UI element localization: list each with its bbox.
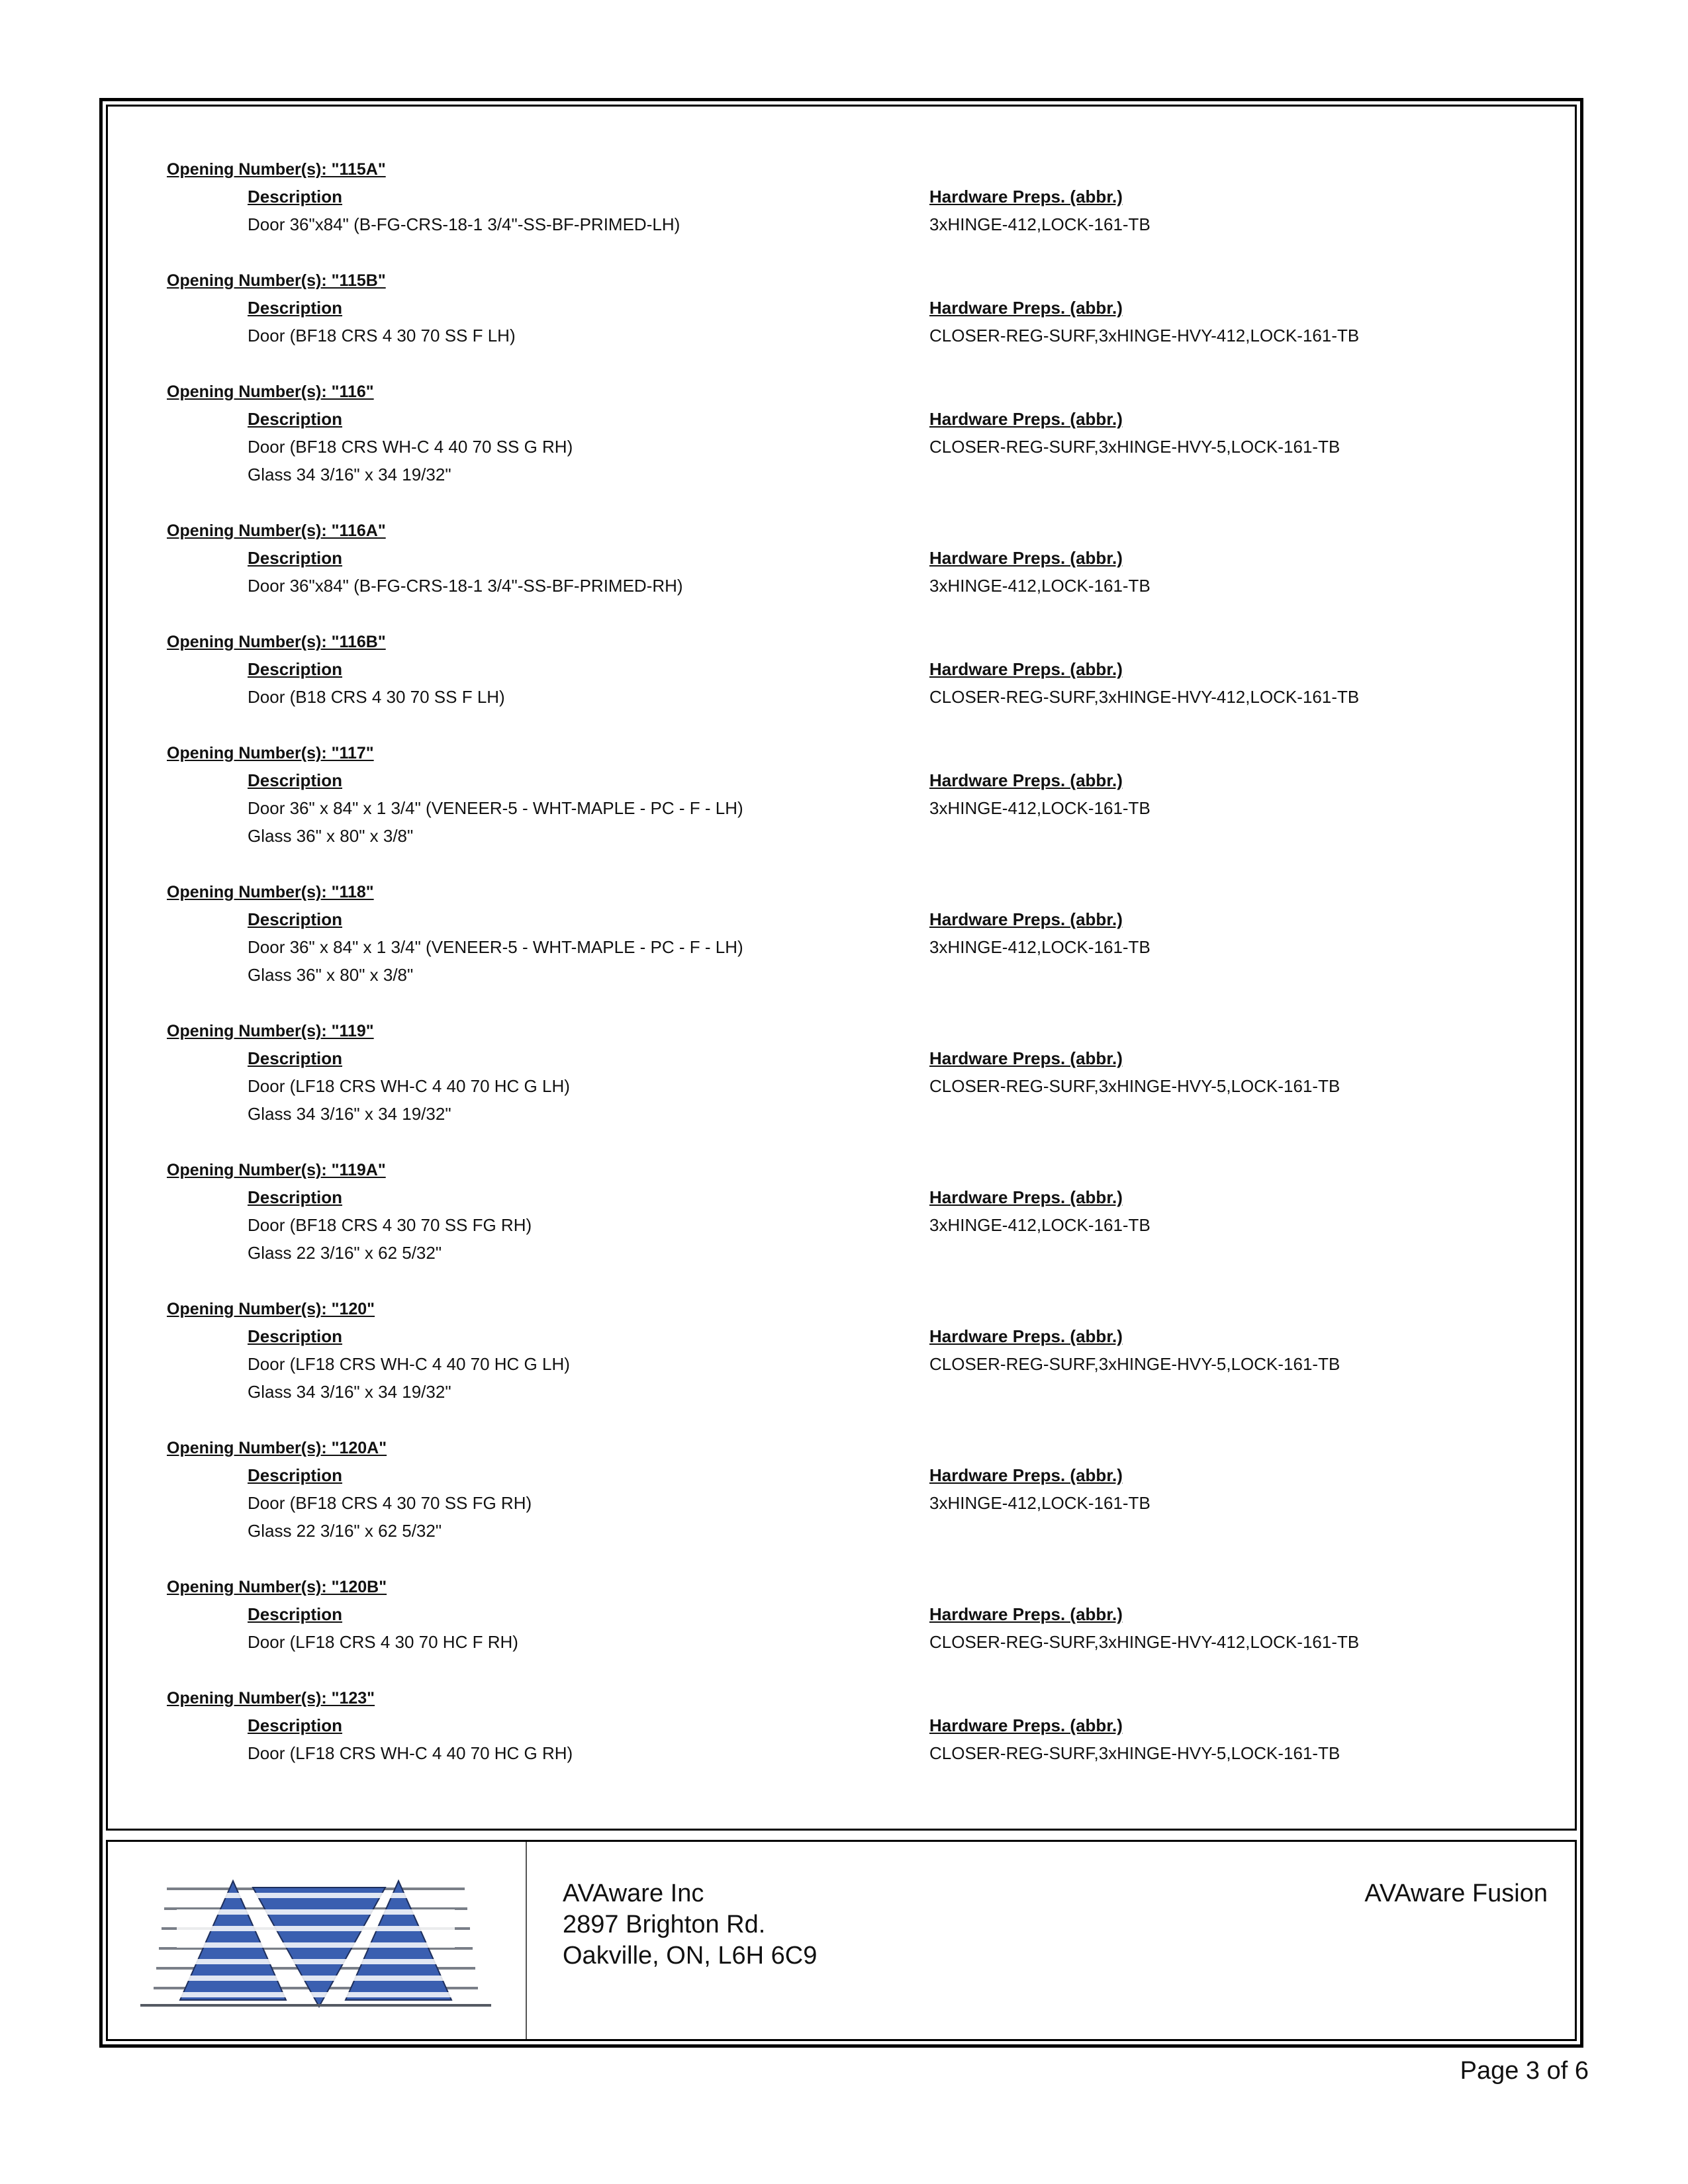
hardware-preps-value: 3xHINGE-412,LOCK-161-TB (929, 576, 1150, 596)
hardware-preps-value: 3xHINGE-412,LOCK-161-TB (929, 937, 1150, 957)
door-description: Door (LF18 CRS WH-C 4 40 70 HC G RH) (248, 1743, 573, 1763)
hardware-preps-heading: Hardware Preps. (abbr.) (929, 298, 1123, 318)
door-description: Door 36"x84" (B-FG-CRS-18-1 3/4"-SS-BF-PRIMED-RH) (248, 576, 683, 596)
company-address (563, 1878, 817, 1972)
description-heading: Description (248, 659, 343, 679)
glass-description: Glass 34 3/16" x 34 19/32" (248, 465, 451, 484)
hardware-preps-heading: Hardware Preps. (abbr.) (929, 770, 1123, 790)
opening-entry (167, 377, 1557, 516)
opening-entry (167, 1295, 1557, 1433)
entry-line (167, 1572, 1557, 1600)
hardware-preps-value: 3xHINGE-412,LOCK-161-TB (929, 798, 1150, 818)
description-heading: Description (248, 1465, 343, 1485)
hardware-preps-heading: Hardware Preps. (abbr.) (929, 659, 1123, 679)
hardware-preps-heading: Hardware Preps. (abbr.) (929, 548, 1123, 568)
entry-line (167, 1100, 1557, 1128)
entry-line (167, 878, 1557, 905)
hardware-preps-heading: Hardware Preps. (abbr.) (929, 409, 1123, 429)
entry-line (167, 294, 1557, 322)
description-heading: Description (248, 1715, 343, 1735)
entry-line (167, 1600, 1557, 1628)
entry-line (167, 1239, 1557, 1267)
company-street: 2897 Brighton Rd. (563, 1911, 766, 1938)
hardware-preps-value: CLOSER-REG-SURF,3xHINGE-HVY-412,LOCK-161-TB (929, 1632, 1360, 1652)
opening-number-heading: Opening Number(s): "119A" (167, 1161, 386, 1179)
opening-entry (167, 1572, 1557, 1684)
description-heading: Description (248, 409, 343, 429)
hardware-preps-heading: Hardware Preps. (abbr.) (929, 1326, 1123, 1346)
opening-number-heading: Opening Number(s): "116" (167, 383, 374, 401)
entry-line (167, 1017, 1557, 1044)
hardware-preps-heading: Hardware Preps. (abbr.) (929, 1604, 1123, 1624)
entry-line (167, 1295, 1557, 1322)
entry-line (167, 905, 1557, 933)
door-description: Door (BF18 CRS 4 30 70 SS F LH) (248, 326, 516, 345)
opening-entry (167, 878, 1557, 1017)
description-heading: Description (248, 1326, 343, 1346)
opening-entry (167, 516, 1557, 627)
description-heading: Description (248, 1187, 343, 1207)
opening-number-heading: Opening Number(s): "116B" (167, 633, 386, 651)
opening-number-heading: Opening Number(s): "115B" (167, 271, 386, 290)
opening-entry (167, 1156, 1557, 1295)
door-description: Door (BF18 CRS 4 30 70 SS FG RH) (248, 1215, 532, 1235)
opening-entry (167, 739, 1557, 878)
footer-divider (526, 1842, 527, 2039)
hardware-preps-value: CLOSER-REG-SURF,3xHINGE-HVY-5,LOCK-161-TB (929, 1354, 1340, 1374)
opening-entry (167, 1684, 1557, 1795)
glass-description: Glass 34 3/16" x 34 19/32" (248, 1382, 451, 1402)
door-description: Door (LF18 CRS WH-C 4 40 70 HC G LH) (248, 1076, 570, 1096)
entry-line (167, 516, 1557, 544)
opening-number-heading: Opening Number(s): "120B" (167, 1578, 387, 1596)
product-name: AVAware Fusion (1364, 1880, 1548, 1907)
description-heading: Description (248, 909, 343, 929)
entry-line (167, 183, 1557, 210)
hardware-preps-value: CLOSER-REG-SURF,3xHINGE-HVY-5,LOCK-161-TB (929, 1076, 1340, 1096)
door-description: Door 36" x 84" x 1 3/4" (VENEER-5 - WHT-MAPLE - PC - F - LH) (248, 937, 743, 957)
entry-line (167, 739, 1557, 766)
description-heading: Description (248, 1604, 343, 1624)
opening-entry (167, 1017, 1557, 1156)
entry-line (167, 461, 1557, 488)
hardware-preps-value: CLOSER-REG-SURF,3xHINGE-HVY-412,LOCK-161-TB (929, 326, 1360, 345)
glass-description: Glass 34 3/16" x 34 19/32" (248, 1104, 451, 1124)
hardware-preps-heading: Hardware Preps. (abbr.) (929, 187, 1123, 206)
description-heading: Description (248, 298, 343, 318)
glass-description: Glass 22 3/16" x 62 5/32" (248, 1521, 442, 1541)
glass-description: Glass 22 3/16" x 62 5/32" (248, 1243, 442, 1263)
hardware-preps-heading: Hardware Preps. (abbr.) (929, 1715, 1123, 1735)
entry-line (167, 961, 1557, 989)
entry-line (167, 794, 1557, 822)
description-heading: Description (248, 187, 343, 206)
entry-line (167, 655, 1557, 683)
entry-line (167, 433, 1557, 461)
description-heading: Description (248, 1048, 343, 1068)
entry-line (167, 1350, 1557, 1378)
door-description: Door 36" x 84" x 1 3/4" (VENEER-5 - WHT-MAPLE - PC - F - LH) (248, 798, 743, 818)
hardware-preps-value: CLOSER-REG-SURF,3xHINGE-HVY-412,LOCK-161-TB (929, 687, 1360, 707)
door-description: Door (LF18 CRS 4 30 70 HC F RH) (248, 1632, 518, 1652)
hardware-preps-value: CLOSER-REG-SURF,3xHINGE-HVY-5,LOCK-161-TB (929, 437, 1340, 457)
opening-number-heading: Opening Number(s): "118" (167, 883, 374, 901)
opening-entry (167, 155, 1557, 266)
company-city: Oakville, ON, L6H 6C9 (563, 1942, 818, 1970)
opening-number-heading: Opening Number(s): "117" (167, 744, 374, 762)
entry-line (167, 544, 1557, 572)
hardware-preps-value: 3xHINGE-412,LOCK-161-TB (929, 1493, 1150, 1513)
entry-line (167, 1433, 1557, 1461)
entry-line (167, 1461, 1557, 1489)
entry-line (167, 1322, 1557, 1350)
entry-line (167, 1739, 1557, 1767)
opening-number-heading: Opening Number(s): "116A" (167, 522, 386, 540)
hardware-preps-value: 3xHINGE-412,LOCK-161-TB (929, 214, 1150, 234)
entry-line (167, 822, 1557, 850)
glass-description: Glass 36" x 80" x 3/8" (248, 826, 414, 846)
door-description: Door (LF18 CRS WH-C 4 40 70 HC G LH) (248, 1354, 570, 1374)
opening-entry (167, 266, 1557, 377)
entry-line (167, 766, 1557, 794)
avaware-logo-icon (140, 1874, 491, 2012)
company-name: AVAware Inc (563, 1880, 704, 1907)
page-number: Page 3 of 6 (1460, 2057, 1589, 2085)
entry-line (167, 210, 1557, 238)
opening-number-heading: Opening Number(s): "123" (167, 1689, 375, 1707)
entry-line (167, 1378, 1557, 1406)
description-heading: Description (248, 770, 343, 790)
entry-line (167, 155, 1557, 183)
entry-line (167, 1156, 1557, 1183)
entry-line (167, 1711, 1557, 1739)
door-description: Door (BF18 CRS WH-C 4 40 70 SS G RH) (248, 437, 573, 457)
entry-line (167, 1628, 1557, 1656)
description-heading: Description (248, 548, 343, 568)
entry-line (167, 683, 1557, 711)
opening-list (167, 155, 1557, 1795)
opening-number-heading: Opening Number(s): "120A" (167, 1439, 387, 1457)
entry-line (167, 1211, 1557, 1239)
entry-line (167, 1684, 1557, 1711)
opening-entry (167, 627, 1557, 739)
hardware-preps-heading: Hardware Preps. (abbr.) (929, 1187, 1123, 1207)
entry-line (167, 1517, 1557, 1545)
entry-line (167, 1489, 1557, 1517)
opening-entry (167, 1433, 1557, 1572)
opening-number-heading: Opening Number(s): "119" (167, 1022, 374, 1040)
entry-line (167, 377, 1557, 405)
glass-description: Glass 36" x 80" x 3/8" (248, 965, 414, 985)
entry-line (167, 933, 1557, 961)
opening-number-heading: Opening Number(s): "115A" (167, 160, 386, 179)
entry-line (167, 1044, 1557, 1072)
door-description: Door (B18 CRS 4 30 70 SS F LH) (248, 687, 505, 707)
door-description: Door 36"x84" (B-FG-CRS-18-1 3/4"-SS-BF-PRIMED-LH) (248, 214, 680, 234)
hardware-preps-heading: Hardware Preps. (abbr.) (929, 909, 1123, 929)
hardware-preps-value: 3xHINGE-412,LOCK-161-TB (929, 1215, 1150, 1235)
hardware-preps-heading: Hardware Preps. (abbr.) (929, 1048, 1123, 1068)
hardware-preps-heading: Hardware Preps. (abbr.) (929, 1465, 1123, 1485)
opening-number-heading: Opening Number(s): "120" (167, 1300, 375, 1318)
entry-line (167, 1183, 1557, 1211)
entry-line (167, 322, 1557, 349)
entry-line (167, 627, 1557, 655)
hardware-preps-value: CLOSER-REG-SURF,3xHINGE-HVY-5,LOCK-161-TB (929, 1743, 1340, 1763)
entry-line (167, 266, 1557, 294)
door-description: Door (BF18 CRS 4 30 70 SS FG RH) (248, 1493, 532, 1513)
entry-line (167, 1072, 1557, 1100)
entry-line (167, 405, 1557, 433)
entry-line (167, 572, 1557, 600)
